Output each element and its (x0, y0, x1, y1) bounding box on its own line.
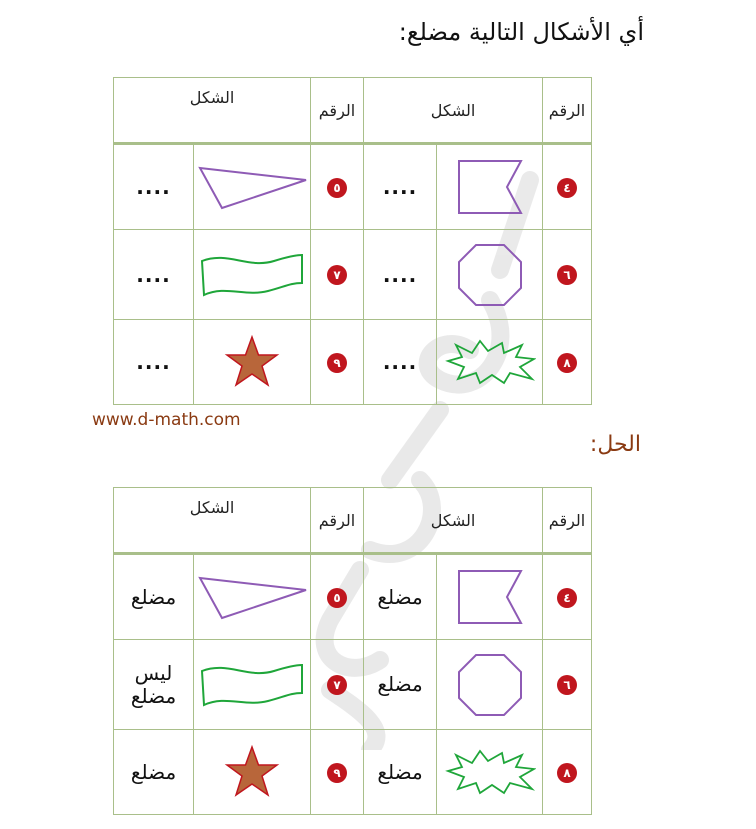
star-shape (224, 335, 280, 389)
answer-cell (364, 640, 437, 730)
number-badge: ٩ (327, 763, 347, 783)
answer-cell (364, 730, 437, 815)
header-number: الرقم (311, 488, 364, 554)
number-badge: ٨ (557, 763, 577, 783)
shape-cell (437, 730, 543, 815)
header-number: الرقم (311, 78, 364, 144)
answer-placeholder: .... (136, 262, 171, 287)
wavy-banner-shape (198, 659, 306, 711)
shape-cell (194, 230, 311, 320)
octagon-shape (456, 242, 524, 308)
triangle-shape (196, 162, 308, 212)
answer-placeholder: .... (136, 175, 171, 199)
answer-placeholder: .... (382, 350, 418, 374)
header-shape: الشكل (364, 78, 543, 144)
star-shape (224, 745, 280, 799)
header-shape: الشكل (114, 488, 311, 554)
burst-shape (444, 339, 536, 385)
shape-cell (437, 640, 543, 730)
flag-pentagon-shape (455, 157, 525, 217)
number-cell (311, 730, 364, 815)
answer-cell (364, 230, 437, 320)
answer-text: مضلع (377, 584, 423, 609)
answer-text: مضلع (377, 672, 423, 696)
number-badge: ٤ (557, 588, 577, 608)
number-cell (311, 640, 364, 730)
burst-shape (444, 749, 536, 795)
shape-cell (437, 320, 543, 405)
answer-text-line1: ليس (134, 660, 173, 685)
shape-cell (194, 320, 311, 405)
answer-placeholder: .... (136, 350, 171, 374)
number-badge: ٦ (557, 265, 577, 285)
answer-cell (114, 730, 194, 815)
shape-cell (194, 640, 311, 730)
number-cell (311, 144, 364, 230)
number-cell (543, 230, 592, 320)
header-number: الرقم (543, 78, 592, 144)
number-cell (543, 730, 592, 815)
shape-cell (437, 554, 543, 640)
number-badge: ٥ (327, 178, 347, 198)
answer-placeholder: .... (382, 262, 418, 287)
number-cell (311, 230, 364, 320)
question-table (113, 77, 592, 405)
answer-text: مضلع (130, 759, 177, 784)
wavy-banner-shape (198, 249, 306, 301)
shape-cell (437, 144, 543, 230)
shape-cell (194, 144, 311, 230)
number-cell (311, 320, 364, 405)
number-cell (543, 144, 592, 230)
answer-cell (114, 230, 194, 320)
number-badge: ٧ (327, 675, 347, 695)
shape-cell (437, 230, 543, 320)
number-badge: ٤ (557, 178, 577, 198)
answer-cell (364, 320, 437, 405)
answer-cell (364, 144, 437, 230)
answer-text: مضلع (130, 584, 177, 609)
question-text: أي الأشكال التالية مضلع: (398, 18, 644, 46)
number-badge: ٥ (327, 588, 347, 608)
answer-text-line2: مضلع (130, 683, 177, 708)
answer-cell (114, 144, 194, 230)
shape-cell (194, 730, 311, 815)
flag-pentagon-shape (455, 567, 525, 627)
answer-cell (114, 320, 194, 405)
number-badge: ٦ (557, 675, 577, 695)
answer-text: مضلع (377, 759, 423, 784)
number-cell (543, 320, 592, 405)
number-badge: ٧ (327, 265, 347, 285)
number-cell (543, 554, 592, 640)
solution-label: الحل: (589, 432, 641, 457)
number-cell (543, 640, 592, 730)
header-number: الرقم (543, 488, 592, 554)
header-shape: الشكل (114, 78, 311, 144)
answer-placeholder: .... (382, 175, 418, 199)
shape-cell (194, 554, 311, 640)
triangle-shape (196, 572, 308, 622)
number-cell (311, 554, 364, 640)
octagon-shape (456, 652, 524, 718)
answer-cell (114, 640, 194, 730)
number-badge: ٩ (327, 353, 347, 373)
answer-cell (114, 554, 194, 640)
website-url: www.d-math.com (92, 410, 241, 430)
answer-cell (364, 554, 437, 640)
number-badge: ٨ (557, 353, 577, 373)
header-shape: الشكل (364, 488, 543, 554)
solution-table (113, 487, 592, 815)
